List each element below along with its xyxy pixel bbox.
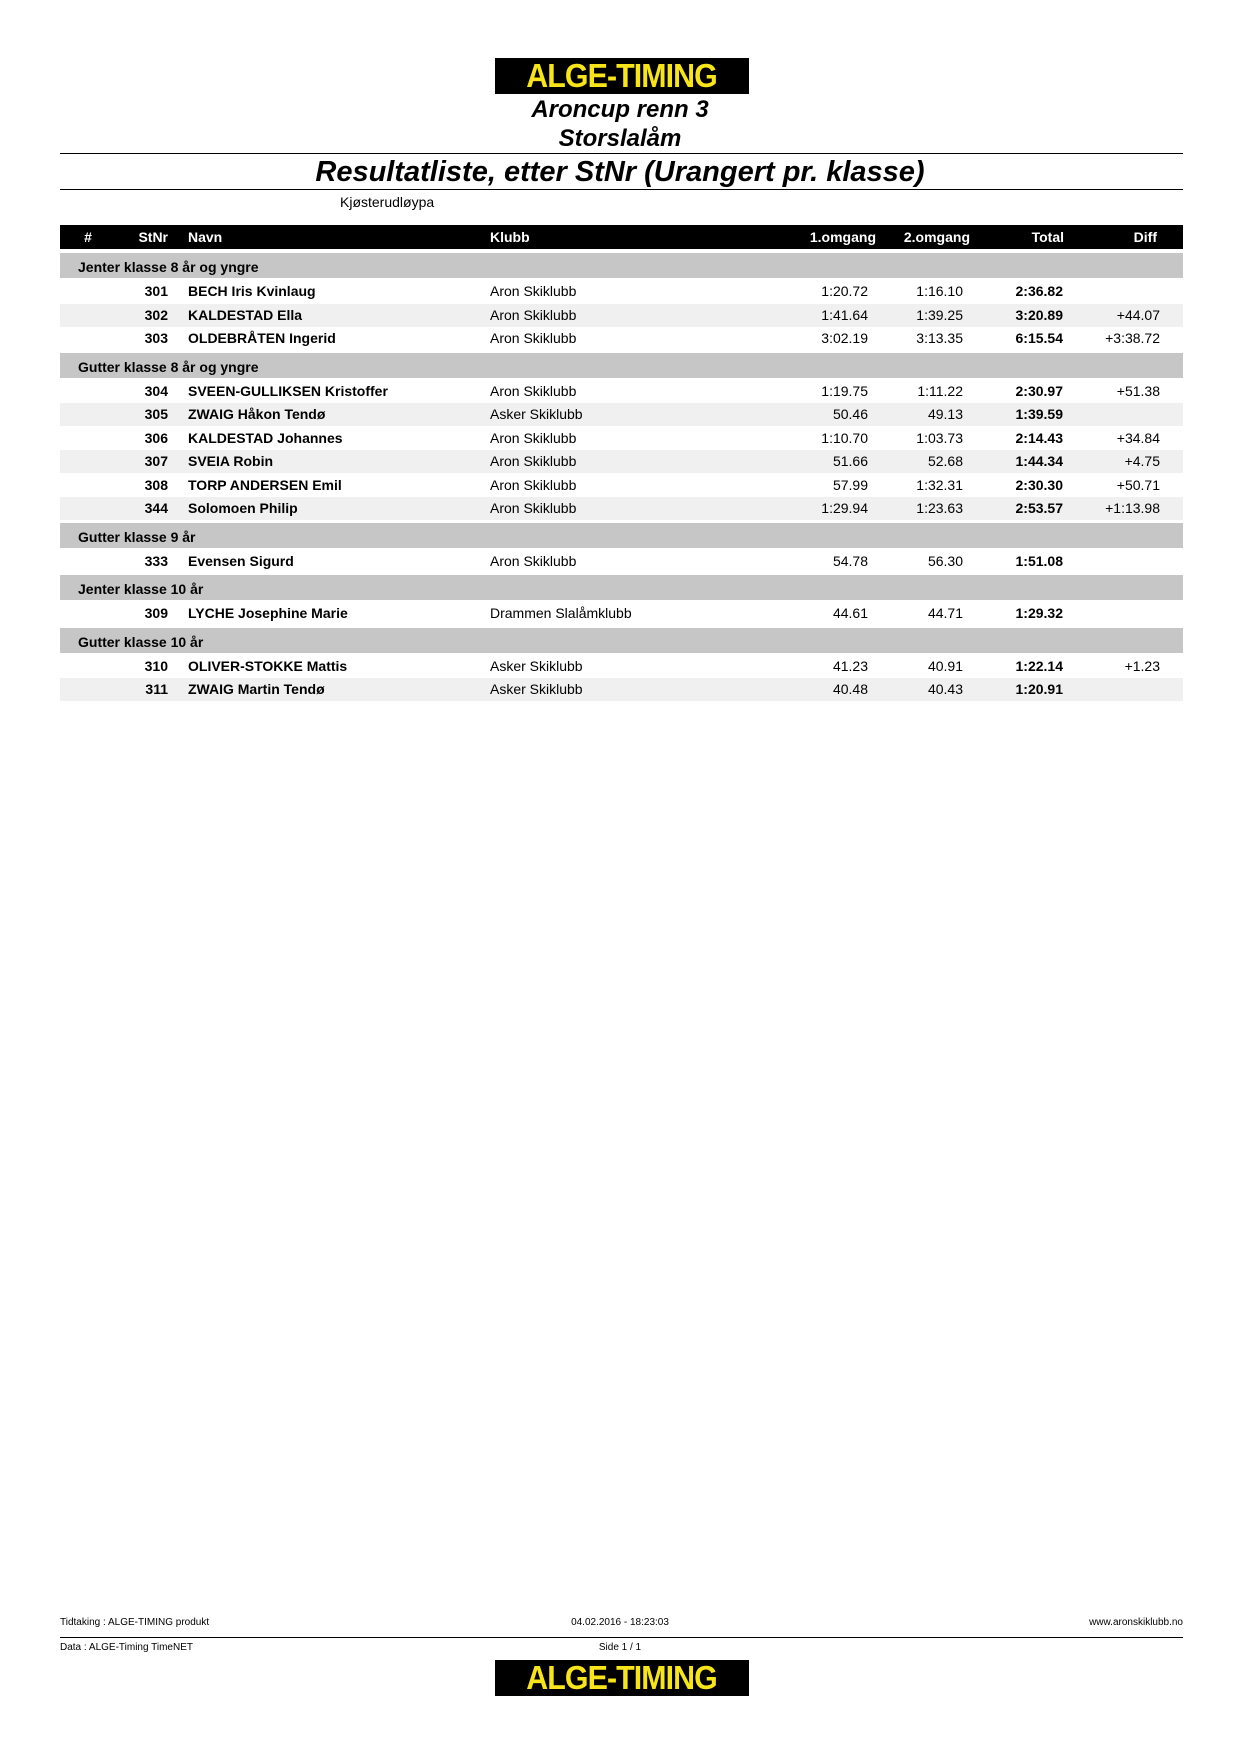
cell-run2: 1:39.25 (916, 306, 963, 323)
cell-klubb: Asker Skiklubb (490, 406, 583, 422)
cell-diff: +3:38.72 (1105, 330, 1160, 346)
cell-run1: 1:19.75 (821, 382, 868, 399)
cell-klubb: Aron Skiklubb (490, 382, 577, 399)
cell-stnr: 307 (144, 453, 168, 469)
col-run1: 1.omgang (809, 229, 876, 245)
divider-title (60, 189, 1183, 190)
cell-diff: +34.84 (1116, 429, 1160, 446)
cell-navn: OLIVER-STOKKE Mattis (188, 657, 348, 674)
table-row (60, 602, 1183, 625)
cell-stnr: 311 (145, 681, 168, 697)
cell-navn: BECH Iris Kvinlaug (188, 283, 316, 299)
table-row (60, 327, 1183, 350)
footer-datetime: 04.02.2016 - 18:23:03 (571, 1617, 669, 1628)
cell-klubb: Aron Skiklubb (490, 476, 577, 493)
cell-total: 1:44.34 (1015, 453, 1063, 469)
cell-run2: 1:23.63 (916, 500, 963, 516)
cell-diff: +51.38 (1116, 382, 1160, 399)
cell-navn: SVEIA Robin (188, 453, 274, 469)
event-name: Aroncup renn 3 (531, 96, 709, 123)
cell-stnr: 344 (144, 500, 168, 516)
cell-run2: 56.30 (927, 552, 963, 569)
logo-text: ALGE-TIMING (526, 1659, 718, 1696)
cell-diff: +4.75 (1124, 453, 1160, 469)
page-title: Resultatliste, etter StNr (Urangert pr. klasse) (315, 156, 925, 188)
cell-total: 3:20.89 (1015, 306, 1063, 323)
table-row (60, 497, 1183, 520)
cell-run2: 44.71 (927, 605, 963, 621)
cell-klubb: Aron Skiklubb (490, 429, 577, 446)
cell-navn: Solomoen Philip (188, 500, 298, 516)
cell-run1: 50.46 (832, 406, 868, 422)
alge-timing-logo-top (495, 58, 749, 94)
logo-text: ALGE-TIMING (526, 57, 718, 94)
class-group-header (60, 253, 1183, 278)
cell-total: 2:53.57 (1015, 500, 1063, 516)
table-row (60, 280, 1183, 303)
divider-top (60, 153, 1183, 154)
cell-run2: 49.13 (927, 406, 963, 422)
class-group-header (60, 523, 1183, 548)
cell-klubb: Aron Skiklubb (490, 552, 577, 569)
cell-stnr: 304 (144, 382, 168, 399)
cell-stnr: 301 (144, 283, 168, 299)
cell-run1: 1:10.70 (821, 429, 868, 446)
cell-stnr: 306 (144, 429, 168, 446)
cell-navn: TORP ANDERSEN Emil (188, 476, 342, 493)
class-group-name: Gutter klasse 8 år og yngre (78, 358, 259, 375)
cell-run1: 57.99 (832, 476, 868, 493)
cell-navn: KALDESTAD Johannes (188, 429, 343, 446)
cell-diff: +1.23 (1124, 657, 1160, 674)
venue-label: Kjøsterudløypa (340, 194, 435, 210)
cell-navn: LYCHE Josephine Marie (188, 605, 348, 621)
cell-diff: +1:13.98 (1105, 500, 1160, 516)
cell-klubb: Aron Skiklubb (490, 283, 577, 299)
cell-diff: +50.71 (1116, 476, 1160, 493)
footer-website: www.aronskiklubb.no (1089, 1617, 1183, 1628)
cell-total: 1:22.14 (1015, 657, 1063, 674)
cell-run1: 51.66 (832, 453, 868, 469)
cell-stnr: 310 (144, 657, 168, 674)
cell-navn: SVEEN-GULLIKSEN Kristoffer (188, 382, 388, 399)
cell-run1: 1:20.72 (821, 283, 868, 299)
cell-run2: 3:13.35 (916, 330, 963, 346)
cell-stnr: 308 (144, 476, 168, 493)
class-group-name: Jenter klasse 10 år (78, 581, 204, 597)
cell-stnr: 333 (144, 552, 168, 569)
cell-klubb: Drammen Slalåmklubb (490, 605, 632, 621)
col-total: Total (1031, 229, 1064, 245)
col-run2: 2.omgang (903, 229, 970, 245)
cell-stnr: 302 (144, 306, 168, 323)
class-group-header (60, 628, 1183, 653)
footer-divider (60, 1637, 1183, 1638)
cell-run2: 1:32.31 (916, 476, 963, 493)
cell-run1: 1:41.64 (821, 306, 868, 323)
cell-run1: 41.23 (832, 657, 868, 674)
cell-run1: 40.48 (832, 681, 868, 697)
class-group-name: Gutter klasse 9 år (78, 528, 196, 545)
class-group-header (60, 575, 1183, 600)
table-row (60, 450, 1183, 473)
table-row (60, 304, 1183, 327)
cell-stnr: 309 (144, 605, 168, 621)
cell-klubb: Aron Skiklubb (490, 306, 577, 323)
cell-total: 1:51.08 (1015, 552, 1063, 569)
cell-total: 2:36.82 (1015, 283, 1063, 299)
cell-run2: 1:16.10 (916, 283, 963, 299)
cell-stnr: 305 (144, 406, 168, 422)
cell-total: 2:30.97 (1015, 382, 1063, 399)
table-row (60, 474, 1183, 497)
cell-navn: Evensen Sigurd (188, 552, 294, 569)
cell-navn: KALDESTAD Ella (188, 306, 303, 323)
cell-run2: 40.91 (927, 657, 963, 674)
footer-page-number: Side 1 / 1 (598, 1642, 642, 1653)
cell-total: 1:20.91 (1015, 681, 1063, 697)
col-klubb: Klubb (490, 229, 530, 245)
col-hash: # (84, 229, 92, 245)
class-group-name: Gutter klasse 10 år (78, 633, 204, 650)
col-diff: Diff (1133, 229, 1157, 245)
footer-timing: Tidtaking : ALGE-TIMING produkt (60, 1617, 210, 1628)
cell-klubb: Asker Skiklubb (490, 681, 583, 697)
cell-run2: 52.68 (927, 453, 963, 469)
cell-run2: 1:03.73 (916, 429, 963, 446)
cell-navn: OLDEBRÅTEN Ingerid (188, 330, 336, 346)
cell-run1: 44.61 (832, 605, 868, 621)
cell-run2: 1:11.22 (917, 382, 963, 399)
cell-total: 1:29.32 (1015, 605, 1063, 621)
cell-run2: 40.43 (927, 681, 963, 697)
cell-navn: ZWAIG Martin Tendø (188, 681, 325, 697)
table-row (60, 678, 1183, 701)
footer-data-source: Data : ALGE-Timing TimeNET (60, 1642, 193, 1653)
col-navn: Navn (188, 229, 223, 245)
cell-run1: 3:02.19 (821, 330, 868, 346)
cell-total: 1:39.59 (1015, 406, 1063, 422)
cell-klubb: Aron Skiklubb (490, 330, 577, 346)
cell-diff: +44.07 (1116, 306, 1160, 323)
cell-run1: 1:29.94 (821, 500, 868, 516)
class-group-header (60, 353, 1183, 378)
cell-navn: ZWAIG Håkon Tendø (188, 406, 326, 422)
cell-total: 2:30.30 (1015, 476, 1063, 493)
table-row (60, 655, 1183, 678)
table-row (60, 380, 1183, 403)
class-group-name: Jenter klasse 8 år og yngre (78, 259, 259, 275)
table-row (60, 427, 1183, 450)
table-row (60, 550, 1183, 573)
cell-run1: 54.78 (832, 552, 868, 569)
cell-klubb: Aron Skiklubb (490, 453, 577, 469)
results-table-header (60, 225, 1183, 249)
cell-total: 6:15.54 (1015, 330, 1063, 346)
alge-timing-logo-bottom (495, 1660, 749, 1696)
cell-klubb: Aron Skiklubb (490, 500, 577, 516)
cell-stnr: 303 (144, 330, 168, 346)
cell-klubb: Asker Skiklubb (490, 657, 583, 674)
table-row (60, 403, 1183, 426)
cell-total: 2:14.43 (1015, 429, 1063, 446)
col-stnr: StNr (138, 229, 168, 245)
discipline-name: Storslalåm (558, 125, 682, 152)
